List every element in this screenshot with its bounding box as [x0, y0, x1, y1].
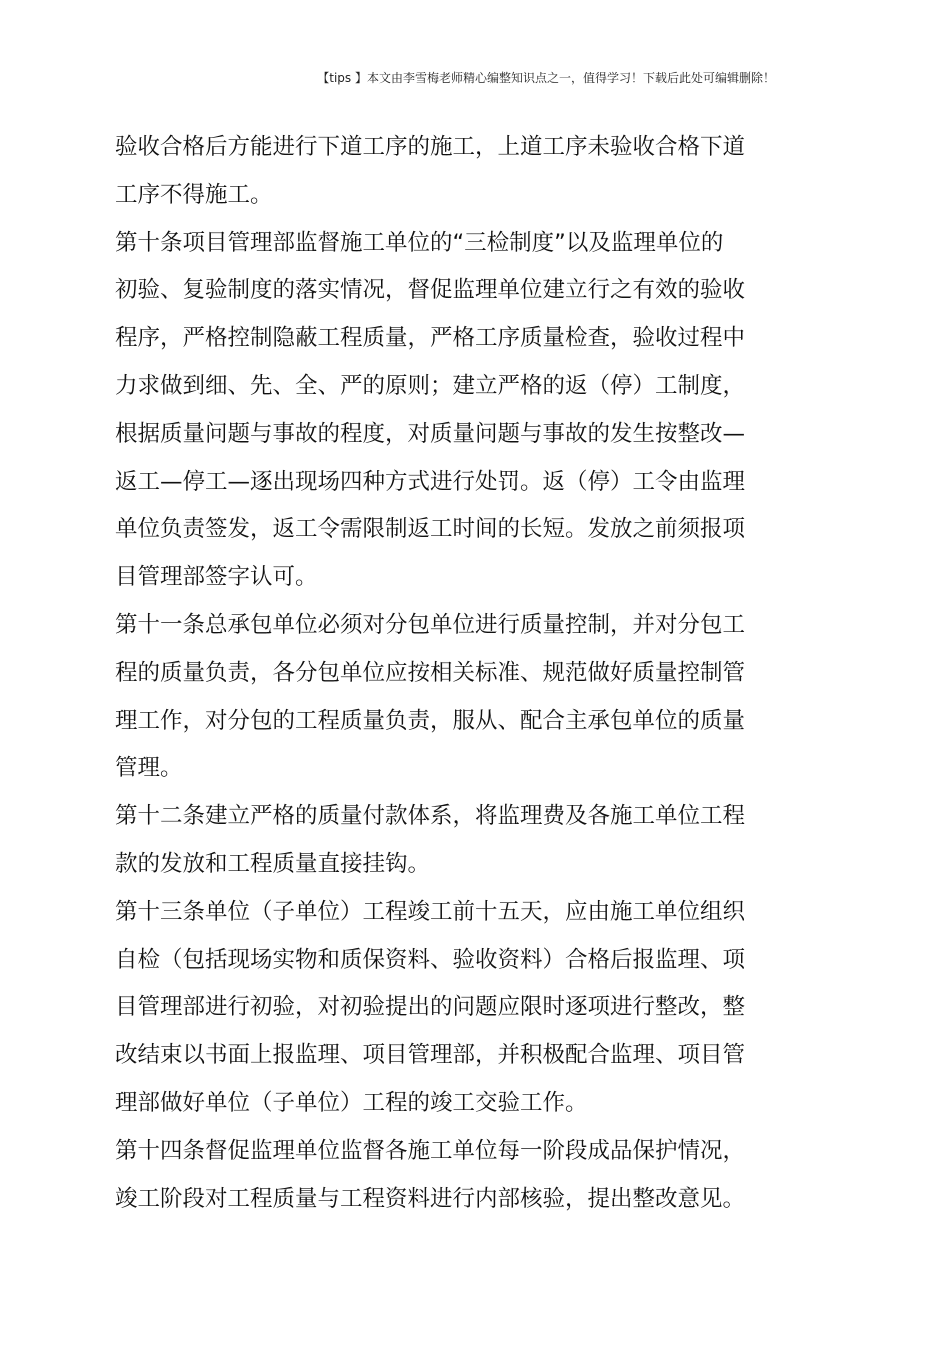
document-body [115, 124, 765, 1223]
text-line: 竣工阶段对工程质量与工程资料进行内部核验，提出整改意见。 [115, 1185, 746, 1212]
text-line: 验收合格后方能进行下道工序的施工，上道工序未验收合格下道 [115, 134, 746, 160]
text-line: 第十二条建立严格的质量付款体系，将监理费及各施工单位工程 [115, 803, 746, 830]
text-line: 管理。 [115, 755, 183, 782]
text-line: 目管理部签字认可。 [115, 564, 318, 591]
text-line: 第十四条督促监理单位监督各施工单位每一阶段成品保护情况， [115, 1137, 746, 1164]
text-line: 第十三条单位（子单位）工程竣工前十五天，应由施工单位组织 [115, 898, 746, 925]
text-line: 力求做到细、先、全、严的原则；建立严格的返（停）工制度， [115, 372, 746, 399]
text-line: 目管理部进行初验，对初验提出的问题应限时逐项进行整改，整 [115, 994, 746, 1021]
text-line: 初验、复验制度的落实情况，督促监理单位建立行之有效的验收 [115, 277, 746, 304]
text-line: 自检（包括现场实物和质保资料、验收资料）合格后报监理、项 [115, 946, 746, 973]
text-line: 第十条项目管理部监督施工单位的“三检制度”以及监理单位的 [115, 229, 724, 256]
text-line: 理部做好单位（子单位）工程的竣工交验工作。 [115, 1089, 588, 1116]
text-line: 改结束以书面上报监理、项目管理部，并积极配合监理、项目管 [115, 1042, 746, 1069]
text-line: 第十一条总承包单位必须对分包单位进行质量控制，并对分包工 [115, 611, 746, 638]
text-line: 程的质量负责，各分包单位应按相关标准、规范做好质量控制管 [115, 659, 746, 686]
text-line: 返工—停工—逐出现场四种方式进行处罚。返（停）工令由监理 [115, 468, 746, 495]
text-line: 款的发放和工程质量直接挂钩。 [115, 850, 431, 877]
text-line: 理工作，对分包的工程质量负责，服从、配合主承包单位的质量 [115, 707, 746, 734]
text-line: 单位负责签发，返工令需限制返工时间的长短。发放之前须报项 [115, 516, 746, 543]
text-line: 工序不得施工。 [115, 181, 273, 208]
header-tip: 【tips 】本文由李雪梅老师精心编整知识点之一，值得学习！下载后此处可编辑删除！ [317, 71, 775, 85]
text-line: 根据质量问题与事故的程度，对质量问题与事故的发生按整改— [115, 420, 746, 447]
text-line: 程序，严格控制隐蔽工程质量，严格工序质量检查，验收过程中 [115, 325, 746, 352]
